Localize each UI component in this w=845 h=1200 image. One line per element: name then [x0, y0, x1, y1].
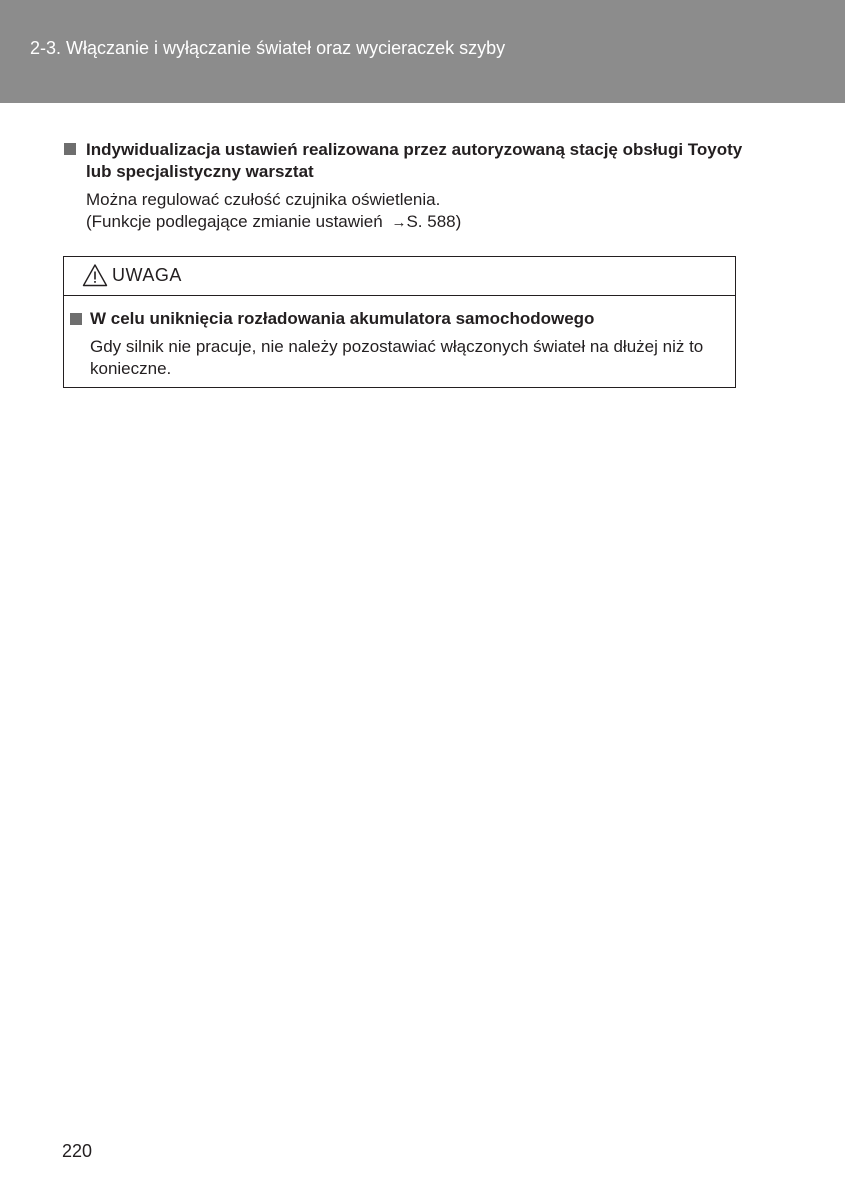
arrow-right-icon: → [391, 214, 407, 231]
page-reference-link[interactable]: S. 588) [406, 212, 462, 231]
warning-triangle-icon [82, 263, 108, 287]
warning-heading [70, 308, 723, 330]
section-body [64, 189, 764, 234]
section-heading-text: Indywidualizacja ustawień realizowana przez autoryzowaną stację obsługi Toyoty lub specjalistyczny warsztat [86, 140, 743, 181]
square-bullet-icon [64, 143, 76, 155]
reference-prefix: (Funkcje podlegające zmianie ustawień [86, 212, 383, 231]
warning-label: UWAGA [112, 265, 182, 285]
warning-header [64, 257, 735, 296]
chapter-header-band [0, 0, 845, 103]
section-heading [64, 139, 764, 183]
warning-heading-text: W celu uniknięcia rozładowania akumulatora samochodowego [90, 309, 595, 328]
chapter-title: 2-3. Włączanie i wyłączanie świateł oraz wycieraczek szyby [30, 38, 506, 58]
warning-content [64, 296, 735, 380]
warning-box [63, 256, 736, 388]
warning-body: Gdy silnik nie pracuje, nie należy pozostawiać włączonych świateł na dłużej niż to konieczne. [90, 337, 704, 378]
square-bullet-icon [70, 313, 82, 325]
customization-section [64, 139, 764, 234]
section-body-line-1: Można regulować czułość czujnika oświetlenia. [86, 190, 441, 209]
page-number: 220 [62, 1141, 93, 1161]
section-body-line-2 [86, 211, 764, 234]
